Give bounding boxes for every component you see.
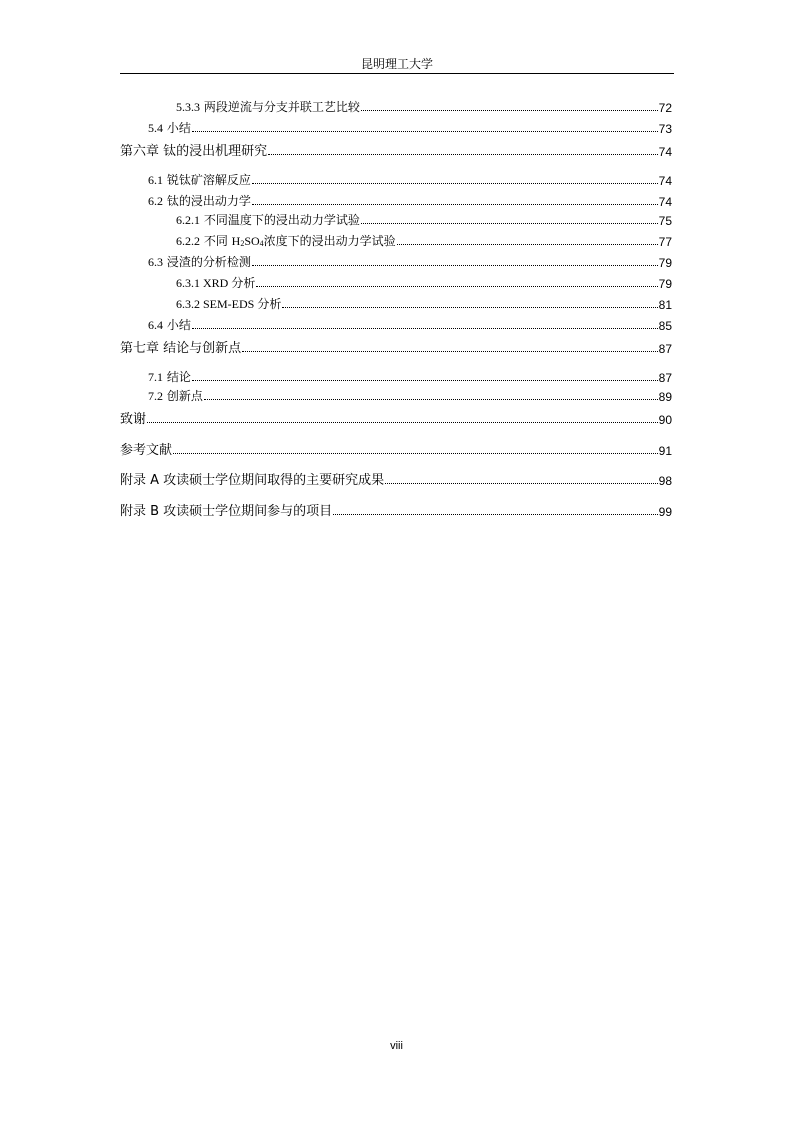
toc-entry-chapter-7[interactable] bbox=[120, 338, 672, 356]
toc-entry-6-2-2[interactable] bbox=[176, 231, 672, 249]
dot-leader bbox=[361, 110, 658, 111]
toc-entry-page: 90 bbox=[658, 413, 672, 427]
toc-entry-number: 7.1 bbox=[148, 370, 163, 384]
dot-leader bbox=[173, 453, 658, 454]
running-header: 昆明理工大学 bbox=[360, 57, 433, 71]
toc-entry-7-1[interactable] bbox=[148, 367, 672, 385]
dot-leader bbox=[192, 328, 658, 329]
toc-entry-page: 87 bbox=[658, 342, 672, 356]
toc-entry-number: 6.2.2 bbox=[176, 234, 200, 248]
dot-leader bbox=[256, 286, 657, 287]
toc-entry-number: 6.2.1 bbox=[176, 213, 200, 227]
toc-entry-number: 6.3 bbox=[148, 255, 163, 269]
chemical-formula-h2so4: $H_2SO_4$ bbox=[231, 234, 264, 248]
dot-leader bbox=[361, 223, 658, 224]
dot-leader bbox=[204, 399, 658, 400]
toc-entry-title: 小结 bbox=[163, 121, 191, 135]
toc-entry-number: 7.2 bbox=[148, 389, 163, 403]
toc-entry-6-1[interactable] bbox=[148, 170, 672, 188]
toc-entry-6-3-2[interactable] bbox=[176, 294, 672, 312]
dot-leader bbox=[282, 307, 657, 308]
toc-entry-title: 小结 bbox=[163, 318, 191, 332]
toc-entry-title: XRD 分析 bbox=[200, 276, 256, 290]
dot-leader bbox=[397, 244, 658, 245]
toc-entry-page: 74 bbox=[658, 174, 672, 188]
toc-entry-6-2[interactable] bbox=[148, 191, 672, 209]
toc-entry-page: 73 bbox=[658, 122, 672, 136]
toc-entry-7-2[interactable] bbox=[148, 386, 672, 404]
dot-leader bbox=[192, 380, 658, 381]
dot-leader bbox=[192, 131, 658, 132]
toc-entry-page: 79 bbox=[658, 256, 672, 270]
toc-entry-title-suffix: 浓度下的浸出动力学试验 bbox=[263, 234, 396, 248]
dot-leader bbox=[147, 422, 658, 423]
toc-entry-6-3-1[interactable] bbox=[176, 273, 672, 291]
toc-entry-title: 附录 B 攻读硕士学位期间参与的项目 bbox=[120, 504, 333, 519]
toc-entry-title: 两段逆流与分支并联工艺比较 bbox=[200, 100, 360, 114]
toc-entry-page: 87 bbox=[658, 371, 672, 385]
toc-entry-number: 6.3.1 bbox=[176, 276, 200, 290]
toc-entry-title: 锐钛矿溶解反应 bbox=[163, 173, 251, 187]
toc-entry-appendix-a[interactable] bbox=[120, 470, 672, 488]
toc-entry-page: 79 bbox=[658, 277, 672, 291]
toc-entry-page: 85 bbox=[658, 319, 672, 333]
dot-leader bbox=[242, 351, 658, 352]
toc-entry-number: 6.1 bbox=[148, 173, 163, 187]
toc-entry-page: 89 bbox=[658, 390, 672, 404]
toc-entry-title: 附录 A 攻读硕士学位期间取得的主要研究成果 bbox=[120, 473, 385, 488]
header-rule bbox=[120, 73, 674, 74]
dot-leader bbox=[268, 154, 658, 155]
toc-entry-number: 5.4 bbox=[148, 121, 163, 135]
toc-entry-6-4[interactable] bbox=[148, 315, 672, 333]
toc-entry-appendix-b[interactable] bbox=[120, 501, 672, 519]
toc-entry-title: 第七章 结论与创新点 bbox=[120, 341, 242, 356]
toc-entry-page: 77 bbox=[658, 235, 672, 249]
dot-leader bbox=[333, 514, 657, 515]
toc-entry-page: 72 bbox=[658, 101, 672, 115]
toc-entry-6-3[interactable] bbox=[148, 252, 672, 270]
toc-entry-chapter-6[interactable] bbox=[120, 141, 672, 159]
toc-entry-page: 74 bbox=[658, 195, 672, 209]
toc-entry-page: 74 bbox=[658, 145, 672, 159]
toc-entry-number: 5.3.3 bbox=[176, 100, 200, 114]
toc-entry-acknowledgements[interactable] bbox=[120, 409, 672, 427]
dot-leader bbox=[252, 183, 658, 184]
toc-entry-page: 75 bbox=[658, 214, 672, 228]
toc-entry-page: 98 bbox=[658, 474, 672, 488]
toc-entry-6-2-1[interactable] bbox=[176, 210, 672, 228]
toc-entry-title-prefix: 不同 bbox=[200, 234, 232, 248]
toc-entry-title: 钛的浸出动力学 bbox=[163, 194, 251, 208]
page-number: viii bbox=[390, 1040, 403, 1052]
toc-entry-number: 6.4 bbox=[148, 318, 163, 332]
toc-entry-references[interactable] bbox=[120, 440, 672, 458]
toc-entry-title: 第六章 钛的浸出机理研究 bbox=[120, 144, 268, 159]
toc-entry-title: 创新点 bbox=[163, 389, 203, 403]
toc-entry-5-3-3[interactable] bbox=[176, 97, 672, 115]
toc-entry-page: 81 bbox=[658, 298, 672, 312]
dot-leader bbox=[385, 483, 657, 484]
toc-entry-title: 不同温度下的浸出动力学试验 bbox=[200, 213, 360, 227]
toc-entry-title: SEM-EDS 分析 bbox=[200, 297, 282, 311]
toc-entry-number: 6.3.2 bbox=[176, 297, 200, 311]
toc-entry-5-4[interactable] bbox=[148, 118, 672, 136]
toc-entry-title: 致谢 bbox=[120, 412, 147, 427]
toc-entry-title: 参考文献 bbox=[120, 443, 173, 458]
toc-entry-title: 浸渣的分析检测 bbox=[163, 255, 251, 269]
toc-entry-number: 6.2 bbox=[148, 194, 163, 208]
toc-entry-page: 99 bbox=[658, 505, 672, 519]
dot-leader bbox=[252, 204, 658, 205]
dot-leader bbox=[252, 265, 658, 266]
toc-entry-page: 91 bbox=[658, 444, 672, 458]
toc-entry-title: 结论 bbox=[163, 370, 191, 384]
